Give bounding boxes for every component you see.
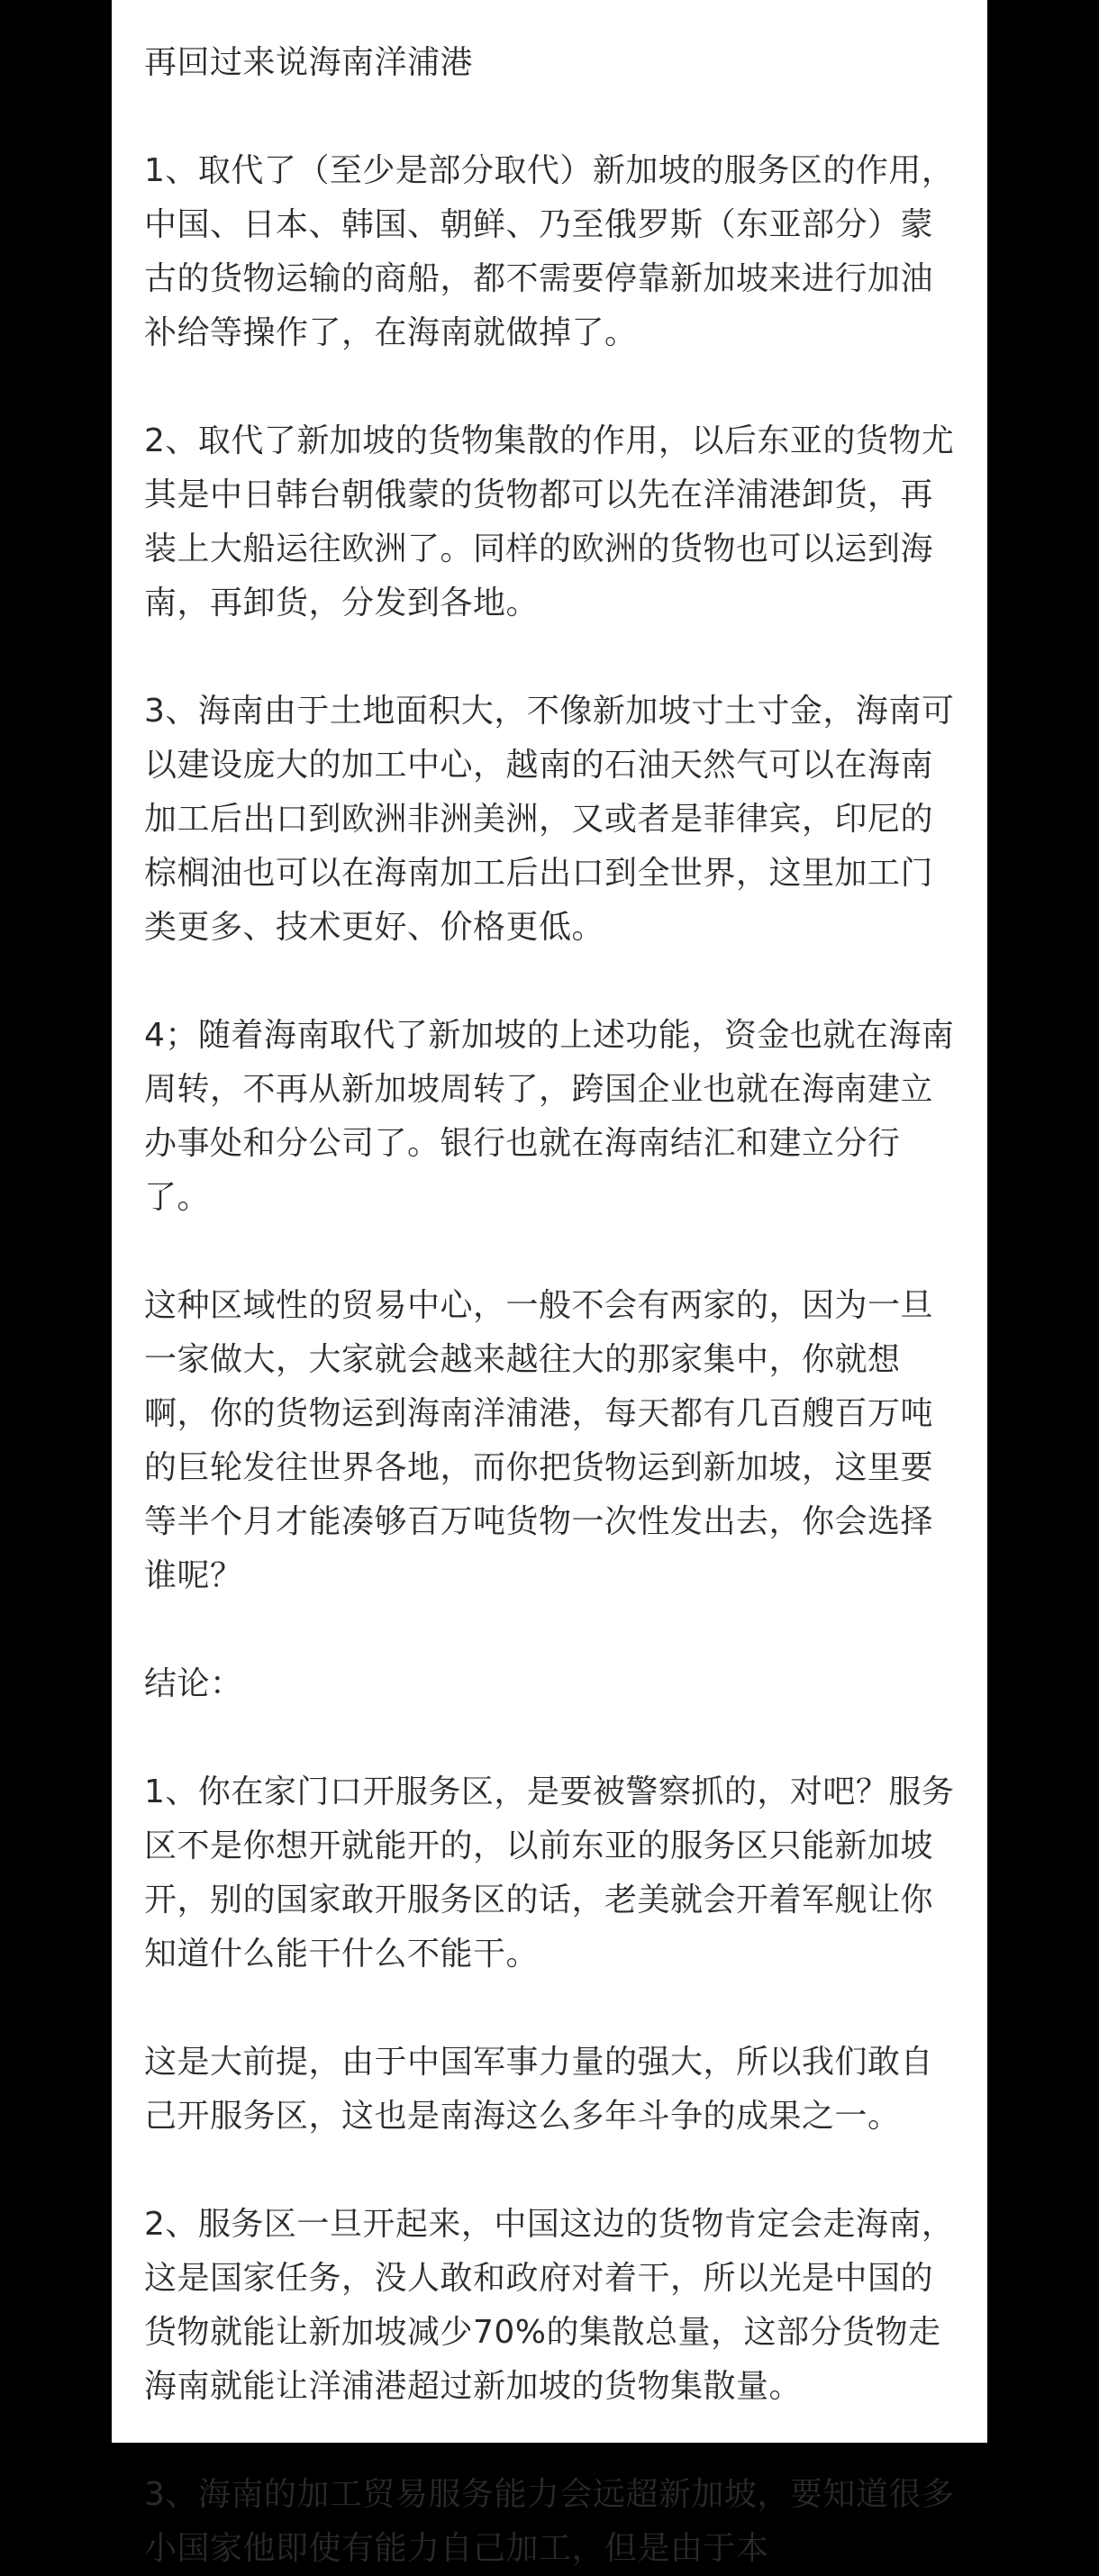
article-page: [112, 0, 987, 2567]
paragraph: 3、海南的加工贸易服务能力会远超新加坡，要知道很多小国家他即使有能力自己加工，但是由于本: [144, 2476, 955, 2567]
conclusion-heading: 结论：: [144, 1665, 243, 1702]
paragraph: 1、你在家门口开服务区，是要被警察抓的，对吧？服务区不是你想开就能开的，以前东亚的服务区只能新加坡开，别的国家敢开服务区的话，老美就会开着军舰让你知道什么能干什么不能干。: [144, 1773, 955, 1973]
paragraph: 2、服务区一旦开起来，中国这边的货物肯定会走海南，这是国家任务，没人敢和政府对着干，所以光是中国的货物就能让新加坡减少70%的集散总量，这部分货物走海南就能让洋浦港超过新加坡的货物集散量。: [144, 2206, 955, 2405]
paragraph: 这是大前提，由于中国军事力量的强大，所以我们敢自己开服务区，这也是南海这么多年斗争的成果之一。: [144, 2044, 934, 2135]
paragraph: 3、海南由于土地面积大，不像新加坡寸土寸金，海南可以建设庞大的加工中心，越南的石油天然气可以在海南加工后出口到欧洲非洲美洲，又或者是菲律宾，印尼的棕榈油也可以在海南加工后出口到全世界，这里加工门类更多、技术更好、价格更低。: [144, 693, 955, 946]
article-title: 再回过来说海南洋浦港: [144, 44, 474, 81]
paragraph: 4；随着海南取代了新加坡的上述功能，资金也就在海南周转，不再从新加坡周转了，跨国企业也就在海南建立办事处和分公司了。银行也就在海南结汇和建立分行了。: [144, 1017, 955, 1216]
paragraph: 2、取代了新加坡的货物集散的作用，以后东亚的货物尤其是中日韩台朝俄蒙的货物都可以先在洋浦港卸货，再装上大船运往欧洲了。同样的欧洲的货物也可以运到海南，再卸货，分发到各地。: [144, 422, 955, 621]
paragraph: 1、取代了（至少是部分取代）新加坡的服务区的作用，中国、日本、韩国、朝鲜、乃至俄罗斯（东亚部分）蒙古的货物运输的商船，都不需要停靠新加坡来进行加油补给等操作了，在海南就做掉了。: [144, 152, 955, 351]
paragraph: 这种区域性的贸易中心，一般不会有两家的，因为一旦一家做大，大家就会越来越往大的那家集中，你就想啊，你的货物运到海南洋浦港，每天都有几百艘百万吨的巨轮发往世界各地，而你把货物运到新加坡，这里要等半个月才能凑够百万吨货物一次性发出去，你会选择谁呢？: [144, 1287, 934, 1594]
